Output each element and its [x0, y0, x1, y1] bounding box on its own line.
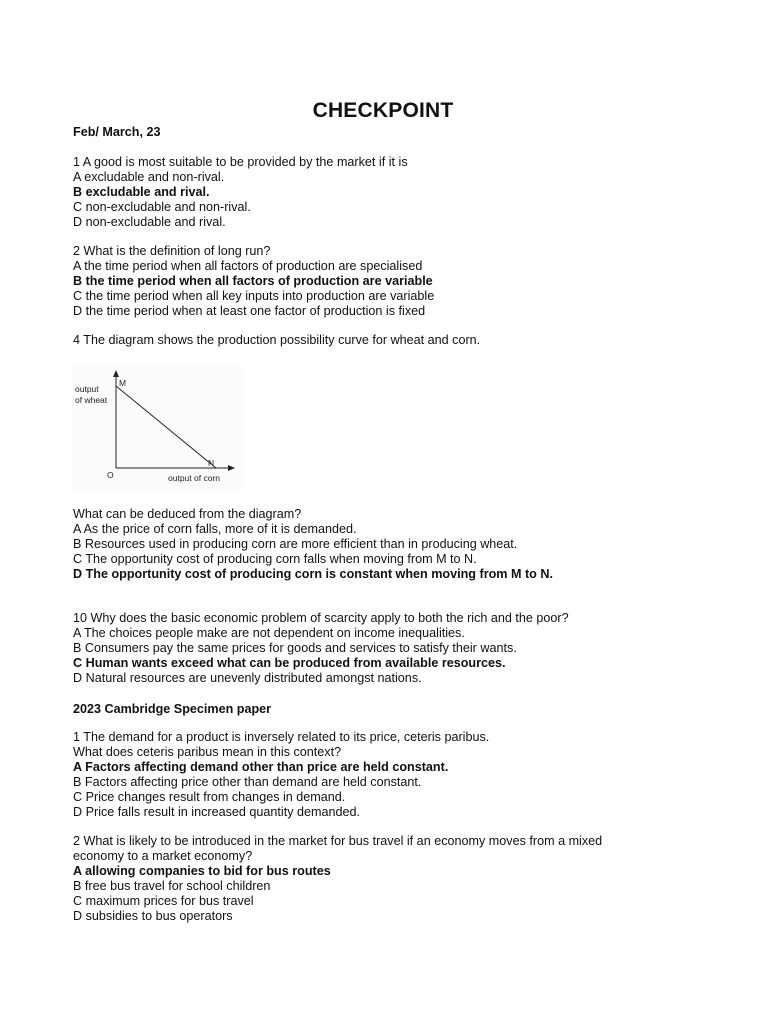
option-d: D the time period when at least one factor of production is fixed	[73, 304, 426, 318]
section-heading-specimen	[73, 702, 271, 717]
option-a: A The choices people make are not dependent on income inequalities.	[73, 626, 465, 640]
question-2	[73, 244, 434, 319]
option-a: A excludable and non-rival.	[73, 170, 225, 184]
question-1	[73, 155, 408, 230]
option-d: D non-excludable and rival.	[73, 215, 226, 229]
point-m-label: M	[119, 378, 127, 388]
option-b: B Resources used in producing corn are more efficient than in producing wheat.	[73, 537, 518, 551]
question-stem-line2: economy to a market economy?	[73, 849, 253, 863]
question-stem-line1: 2 What is likely to be introduced in the market for bus travel if an economy moves from a mixed	[73, 834, 603, 848]
option-c: C the time period when all key inputs into production are variable	[73, 289, 435, 303]
section-heading: Feb/ March, 23	[73, 125, 161, 139]
option-d: D Price falls result in increased quantity demanded.	[73, 805, 361, 819]
question-4-stem	[73, 333, 480, 348]
question-stem-line2: What does ceteris paribus mean in this context?	[73, 745, 342, 759]
option-b: B Consumers pay the same prices for goods and services to satisfy their wants.	[73, 641, 517, 655]
option-a: A As the price of corn falls, more of it is demanded.	[73, 522, 357, 536]
question-prompt: What can be deduced from the diagram?	[73, 507, 302, 521]
question-10	[73, 611, 569, 686]
option-d-answer: D The opportunity cost of producing corn is constant when moving from M to N.	[73, 567, 553, 581]
option-c-answer: C Human wants exceed what can be produced from available resources.	[73, 656, 506, 670]
option-c: C The opportunity cost of producing corn falls when moving from M to N.	[73, 552, 477, 566]
specimen-question-1	[73, 730, 489, 820]
y-axis-label-line2: of wheat	[75, 395, 108, 405]
option-c: C maximum prices for bus travel	[73, 894, 254, 908]
y-axis-label-line1: output	[75, 384, 99, 394]
x-axis-label: output of corn	[168, 473, 220, 483]
option-b: B Factors affecting price other than demand are held constant.	[73, 775, 422, 789]
question-4-options	[73, 507, 553, 582]
option-c: C non-excludable and non-rival.	[73, 200, 251, 214]
option-c: C Price changes result from changes in demand.	[73, 790, 346, 804]
point-n-label: N	[208, 458, 215, 468]
question-stem: 2 What is the definition of long run?	[73, 244, 271, 258]
specimen-question-2	[73, 834, 602, 924]
question-stem: 4 The diagram shows the production possibility curve for wheat and corn.	[73, 333, 481, 347]
origin-label: O	[107, 470, 114, 480]
option-a-answer: A Factors affecting demand other than price are held constant.	[73, 760, 449, 774]
question-stem: 10 Why does the basic economic problem of scarcity apply to both the rich and the poor?	[73, 611, 569, 625]
option-d: D Natural resources are unevenly distributed amongst nations.	[73, 671, 422, 685]
section-heading: 2023 Cambridge Specimen paper	[73, 702, 272, 716]
option-b-answer: B excludable and rival.	[73, 185, 210, 199]
option-a: A the time period when all factors of production are specialised	[73, 259, 423, 273]
ppc-diagram-svg	[73, 365, 243, 490]
section-heading-feb-march	[73, 125, 161, 140]
page-title: CHECKPOINT	[312, 99, 454, 122]
option-a-answer: A allowing companies to bid for bus routes	[73, 864, 331, 878]
question-stem-line1: 1 The demand for a product is inversely related to its price, ceteris paribus.	[73, 730, 490, 744]
option-b: B free bus travel for school children	[73, 879, 271, 893]
ppc-diagram	[73, 365, 243, 490]
question-stem: 1 A good is most suitable to be provided by the market if it is	[73, 155, 408, 169]
option-d: D subsidies to bus operators	[73, 909, 233, 923]
option-b-answer: B the time period when all factors of production are variable	[73, 274, 433, 288]
